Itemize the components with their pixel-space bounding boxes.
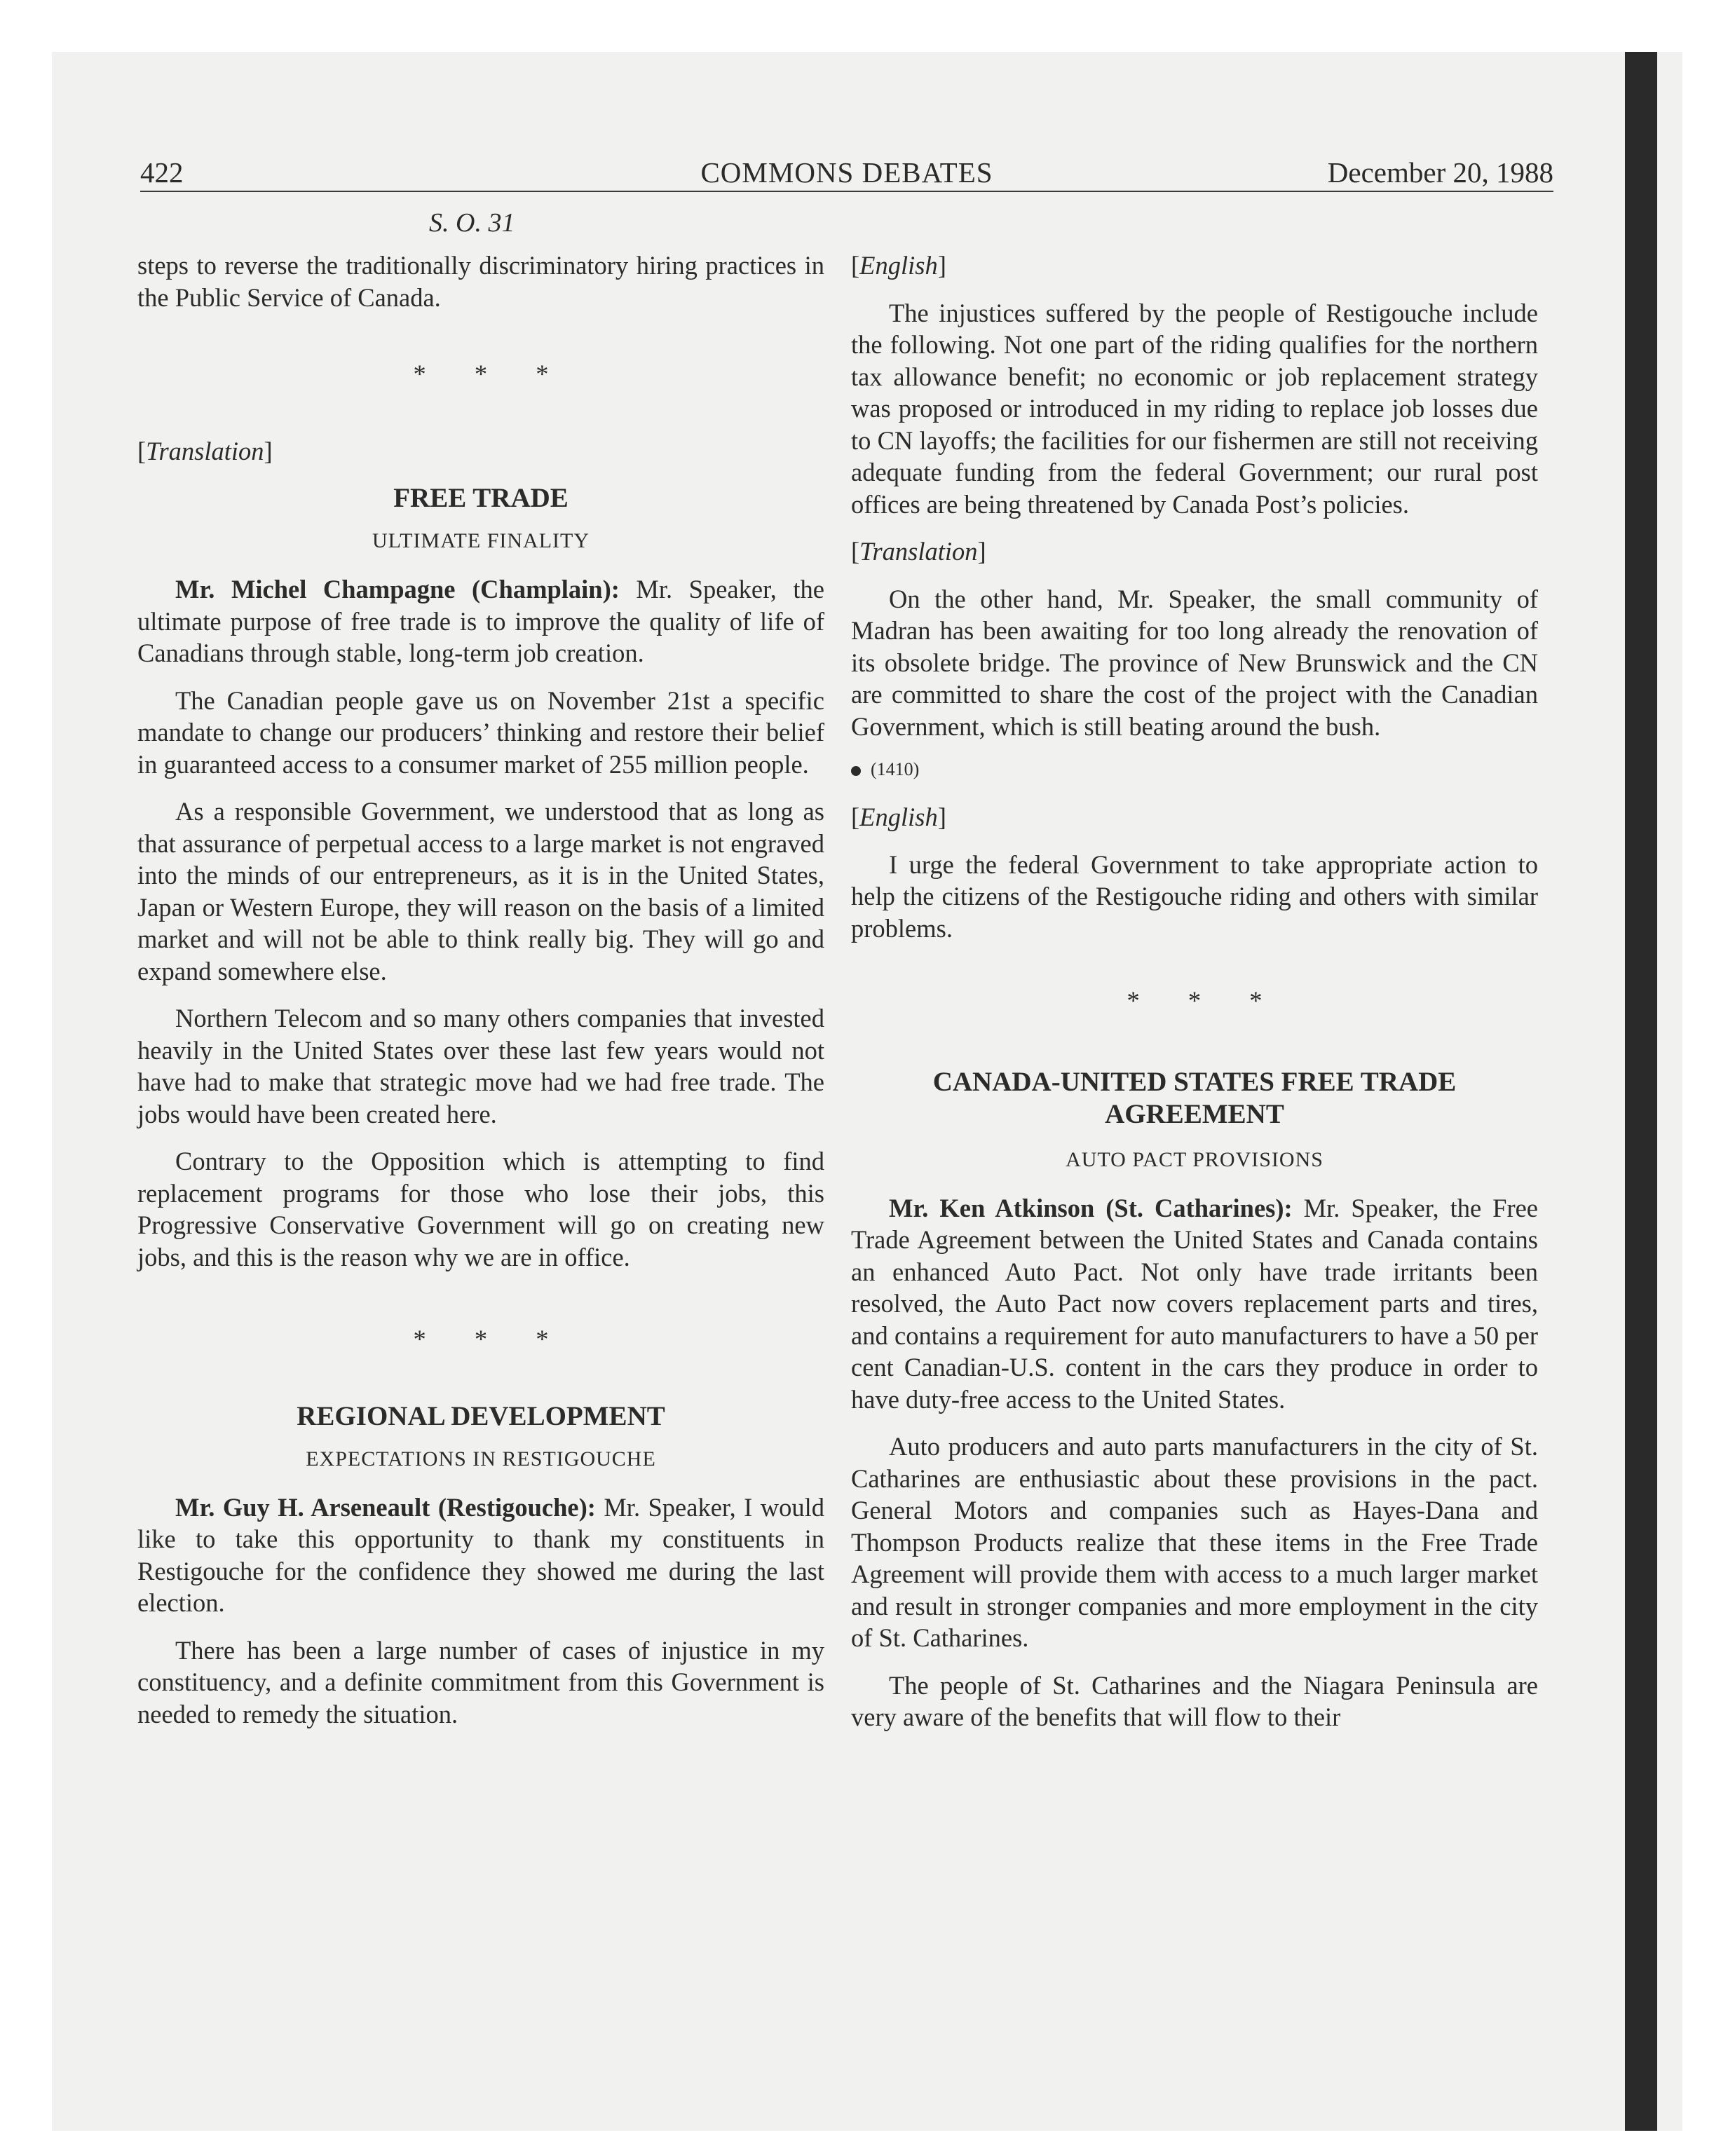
paragraph: Northern Telecom and so many others companies that invested heavily in the United States over these last few years would not have had to make that strategic move had we had free trade. The jobs would have been created here. xyxy=(137,1004,824,1128)
paragraph: Auto producers and auto parts manufacturers in the city of St. Catharines are enthusiastic about these provisions in the pact. General Motors and companies such as Hayes-Dana and Thompson Products realize that these items in the Free Trade Agreement will provide them with access to a much larger market and result in stronger companies and more employment in the city of St. Catharines. xyxy=(851,1432,1538,1652)
section-subheading: AUTO PACT PROVISIONS xyxy=(1066,1147,1324,1171)
speech-paragraph: Mr. Guy H. Arseneault (Restigouche): Mr. Speaker, I would like to take this opportunity to thank my constituents in Restigouche for the confidence they showed me during the last election. xyxy=(137,1492,824,1617)
speaker-name: Mr. Guy H. Arseneault (Restigouche): xyxy=(175,1492,596,1522)
speech-paragraph: Mr. Michel Champagne (Champlain): Mr. Speaker, the ultimate purpose of free trade is to improve the quality of life of Canadians through stable, long-term job creation. xyxy=(137,575,824,667)
left-column xyxy=(137,250,824,1932)
section-heading: REGIONAL DEVELOPMENT xyxy=(297,1400,665,1431)
speech-paragraph: Mr. Ken Atkinson (St. Catharines): Mr. Speaker, the Free Trade Agreement between the United States and Canada contains an enhanced Auto Pact. Not only have trade irritants been resolved, the Auto Pact now covers replacement parts and tires, and contains a requirement for auto manufacturers to have a 50 per cent Canadian-U.S. content in the cars they produce in order to have duty-free access to the United States. xyxy=(851,1193,1539,1414)
section-heading-line1: CANADA-UNITED STATES FREE TRADE xyxy=(932,1066,1457,1097)
paragraph: Contrary to the Opposition which is attempting to find replacement programs for those who lose their jobs, this Progressive Conservative Government will go on creating new jobs, and this is the reason why we are in office. xyxy=(137,1147,824,1271)
paragraph: I urge the federal Government to take appropriate action to help the citizens of the Restigouche riding and others with similar problems. xyxy=(851,850,1538,943)
language-tag: [English] xyxy=(851,251,946,280)
section-subheading: ULTIMATE FINALITY xyxy=(372,529,590,552)
speaker-name: Mr. Michel Champagne (Champlain): xyxy=(175,575,620,603)
translation-tag: Translation xyxy=(859,537,978,566)
paragraph: As a responsible Government, we understood that as long as that assurance of perpetual access to a large market is not engraved into the minds of our entrepreneurs, as it is in the United States, Japan or Western Europe, they will reason on the basis of a limited market and will not be able to think really big. They will go and expand somewhere else. xyxy=(137,797,824,985)
paragraph: The injustices suffered by the people of Restigouche include the following. Not one part of the riding qualifies for the northern tax allowance benefit; no economic or job replacement strategy was proposed or introduced in my riding to replace job losses due to CN layoffs; the facilities for our fishermen are still not receiving adequate funding from the federal Government; our rural post offices are being threatened by Canada Post’s policies. xyxy=(851,298,1538,519)
page-number: 422 xyxy=(140,156,184,189)
english-tag: English xyxy=(859,803,938,831)
standing-order-label: S. O. 31 xyxy=(429,208,515,238)
paragraph: steps to reverse the traditionally discriminatory hiring practices in the Public Service of Canada. xyxy=(137,251,824,312)
translation-tag: Translation xyxy=(146,436,264,465)
section-separator: * * * xyxy=(413,1325,570,1353)
scan-edge-shadow xyxy=(1625,52,1657,2131)
paragraph: On the other hand, Mr. Speaker, the small community of Madran has been awaiting for too long already the renovation of its obsolete bridge. The province of New Brunswick and the CN are committed to share the cost of the project with the Canadian Government, which is still beating around the bush. xyxy=(851,584,1538,741)
section-separator: * * * xyxy=(1127,986,1284,1015)
time-marker: (1410) xyxy=(851,758,1538,782)
paragraph: There has been a large number of cases of injustice in my constituency, and a definite commitment from this Government is needed to remedy the situation. xyxy=(137,1635,824,1728)
right-column xyxy=(851,250,1538,1932)
language-tag: [Translation] xyxy=(137,436,273,465)
section-separator: * * * xyxy=(413,360,570,388)
section-heading: FREE TRADE xyxy=(393,483,569,513)
language-tag: [Translation] xyxy=(851,537,986,566)
section-subheading: EXPECTATIONS IN RESTIGOUCHE xyxy=(306,1447,656,1471)
english-tag: English xyxy=(859,251,938,280)
header-date: December 20, 1988 xyxy=(1327,156,1553,189)
bullet-icon xyxy=(851,766,861,776)
section-heading-line2: AGREEMENT xyxy=(1105,1098,1284,1129)
paragraph: The people of St. Catharines and the Niagara Peninsula are very aware of the benefits that will flow to their xyxy=(851,1670,1538,1731)
publication-title: COMMONS DEBATES xyxy=(700,156,993,189)
language-tag: [English] xyxy=(851,803,946,831)
paragraph: The Canadian people gave us on November 21st a specific mandate to change our producers’ thinking and restore their belief in guaranteed access to a consumer market of 255 million people. xyxy=(137,685,824,779)
running-header xyxy=(140,156,1553,192)
speaker-name: Mr. Ken Atkinson (St. Catharines): xyxy=(889,1193,1293,1222)
